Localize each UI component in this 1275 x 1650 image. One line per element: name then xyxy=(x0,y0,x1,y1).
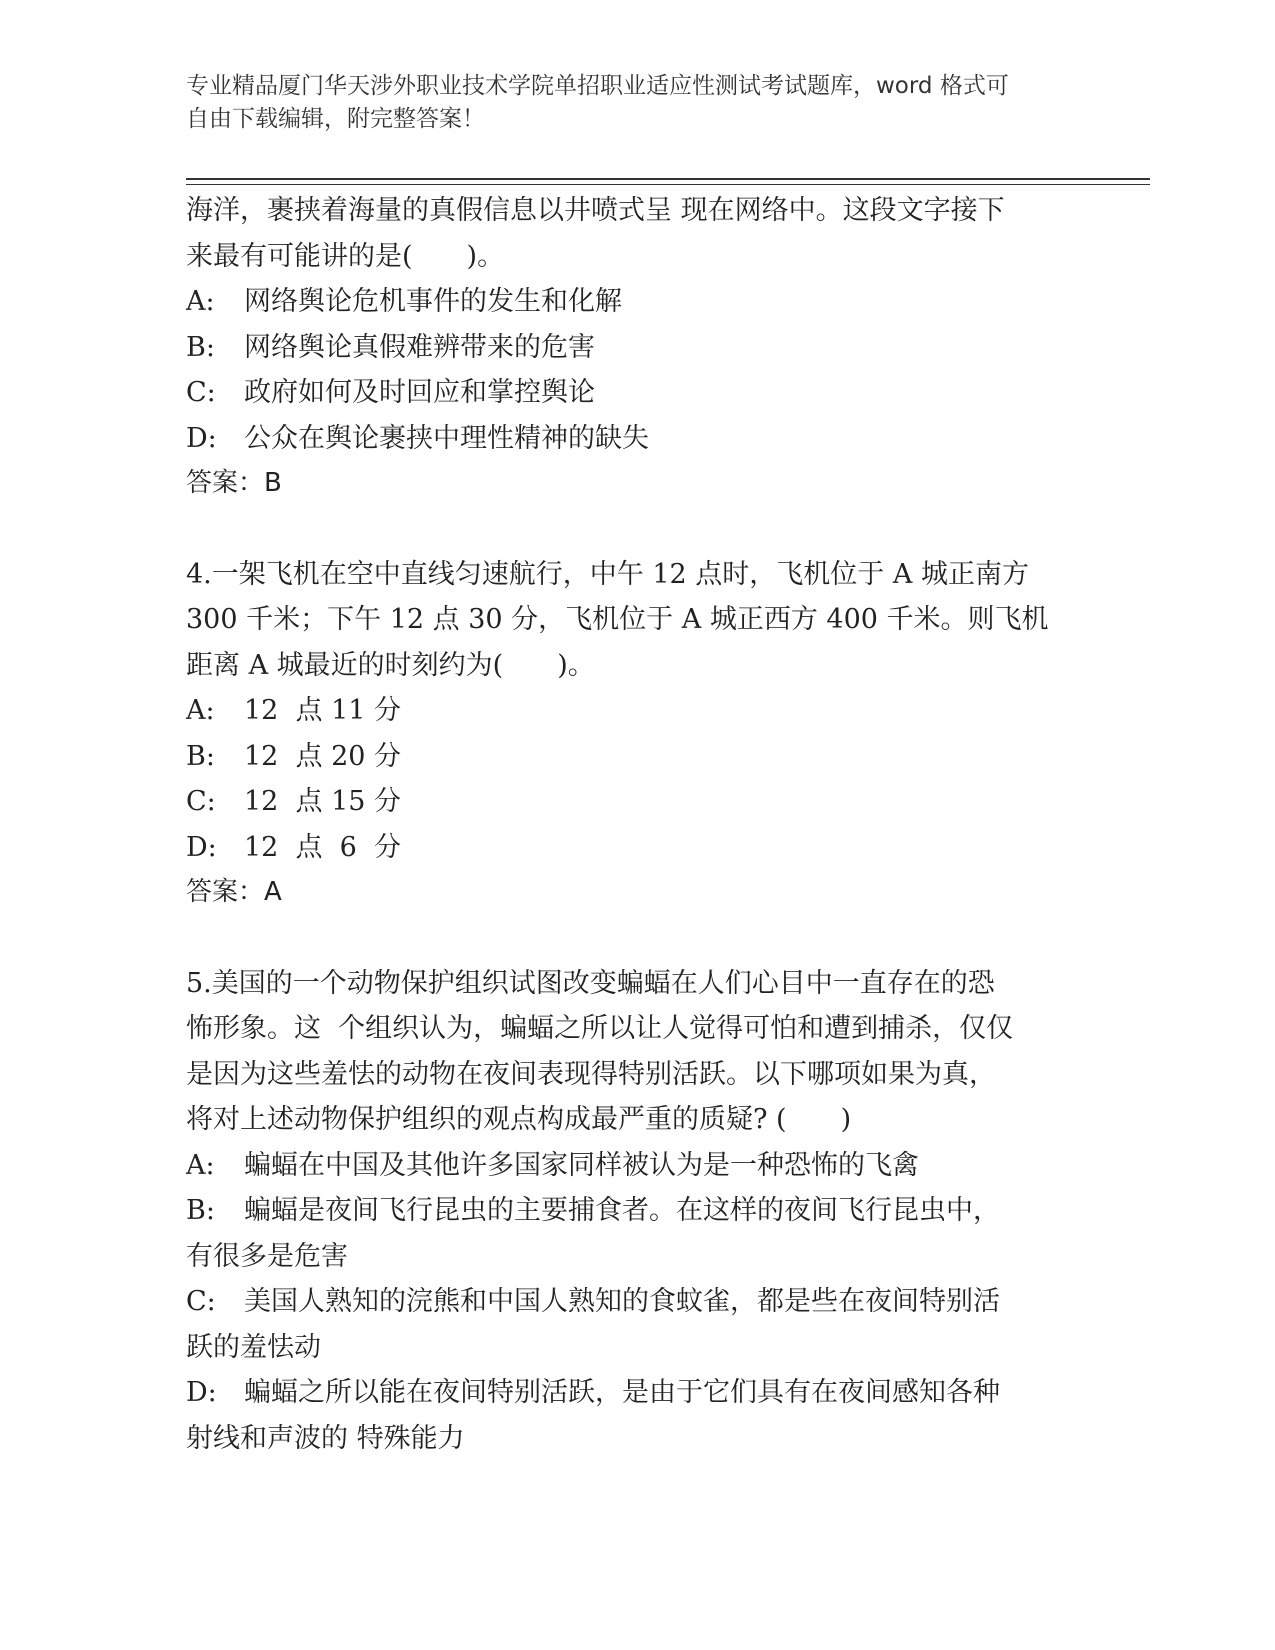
question-stem-line: 300 千米；下午 12 点 30 分，飞机位于 A 城正西方 400 千米。则飞机 xyxy=(186,604,1049,635)
option-letter: A: xyxy=(186,1149,215,1181)
question-5 xyxy=(186,961,1086,1462)
option-text: 12 点 6 分 xyxy=(244,831,402,863)
option-a xyxy=(186,1143,1086,1189)
option-d xyxy=(186,416,1086,462)
question-3 xyxy=(186,188,1086,507)
option-a xyxy=(186,279,1086,325)
option-c xyxy=(186,370,1086,416)
spacer xyxy=(186,916,1086,961)
header-rule-thick xyxy=(186,178,1150,180)
option-letter: D: xyxy=(186,1377,217,1408)
question-stem-line: 怖形象。这 个组织认为，蝙蝠之所以让人觉得可怕和遭到捕杀，仅仅 xyxy=(186,1013,1014,1044)
question-stem-line: 4.一架飞机在空中直线匀速航行，中午 12 点时，飞机位于 A 城正南方 xyxy=(186,558,1029,590)
document-body xyxy=(186,188,1086,1461)
option-text: 网络舆论危机事件的发生和化解 xyxy=(244,286,622,317)
question-stem-line: 将对上述动物保护组织的观点构成最严重的质疑? ( ) xyxy=(186,1104,852,1135)
option-text: 蝙蝠之所以能在夜间特别活跃，是由于它们具有在夜间感知各种 xyxy=(244,1377,1000,1408)
option-text: 蝙蝠是夜间飞行昆虫的主要捕食者。在这样的夜间飞行昆虫中， xyxy=(244,1195,1000,1226)
question-stem-line: 来最有可能讲的是( )。 xyxy=(186,240,505,272)
option-letter: C: xyxy=(186,786,216,817)
question-stem-line: 海洋，裹挟着海量的真假信息以井喷式呈 现在网络中。这段文字接下 xyxy=(186,195,1005,226)
option-text: 12 点 11 分 xyxy=(244,695,402,726)
option-letter: C: xyxy=(186,377,216,408)
option-text: 网络舆论真假难辨带来的危害 xyxy=(244,331,595,363)
option-b xyxy=(186,325,1086,371)
option-letter: D: xyxy=(186,831,217,863)
option-text: 12 点 20 分 xyxy=(244,740,402,772)
option-continuation: 有很多是危害 xyxy=(186,1240,348,1272)
header-rule-thin xyxy=(186,184,1150,185)
question-4 xyxy=(186,552,1086,916)
option-a xyxy=(186,688,1086,734)
option-letter: D: xyxy=(186,422,217,454)
option-text: 12 点 15 分 xyxy=(244,786,402,817)
option-text: 政府如何及时回应和掌控舆论 xyxy=(244,377,595,408)
document-header xyxy=(186,70,1066,136)
answer-line: 答案：B xyxy=(186,468,282,498)
option-letter: B: xyxy=(186,331,215,363)
question-stem-line: 是因为这些羞怯的动物在夜间表现得特别活跃。以下哪项如果为真， xyxy=(186,1058,996,1090)
option-text: 美国人熟知的浣熊和中国人熟知的食蚊雀，都是些在夜间特别活 xyxy=(244,1286,1000,1317)
option-continuation: 射线和声波的 特殊能力 xyxy=(186,1422,465,1454)
question-stem-line: 距离 A 城最近的时刻约为( )。 xyxy=(186,649,595,681)
header-line-2: 自由下载编辑，附完整答案！ xyxy=(186,106,485,132)
option-continuation: 跃的羞怯动 xyxy=(186,1331,321,1363)
option-text: 蝙蝠在中国及其他许多国家同样被认为是一种恐怖的飞禽 xyxy=(244,1149,919,1181)
option-b xyxy=(186,1188,1086,1234)
option-d xyxy=(186,825,1086,871)
option-text: 公众在舆论裹挟中理性精神的缺失 xyxy=(244,422,649,454)
option-letter: A: xyxy=(186,286,215,317)
header-line-1: 专业精品厦门华天涉外职业技术学院单招职业适应性测试考试题库，word 格式可 xyxy=(186,73,1009,99)
option-letter: C: xyxy=(186,1286,216,1317)
option-c xyxy=(186,779,1086,825)
option-c xyxy=(186,1279,1086,1325)
question-stem-line: 5.美国的一个动物保护组织试图改变蝙蝠在人们心目中一直存在的恐 xyxy=(186,967,995,999)
option-b xyxy=(186,734,1086,780)
option-letter: A: xyxy=(186,695,215,726)
option-letter: B: xyxy=(186,740,215,772)
answer-line: 答案：A xyxy=(186,877,282,907)
option-letter: B: xyxy=(186,1195,215,1226)
spacer xyxy=(186,507,1086,552)
option-d xyxy=(186,1370,1086,1416)
